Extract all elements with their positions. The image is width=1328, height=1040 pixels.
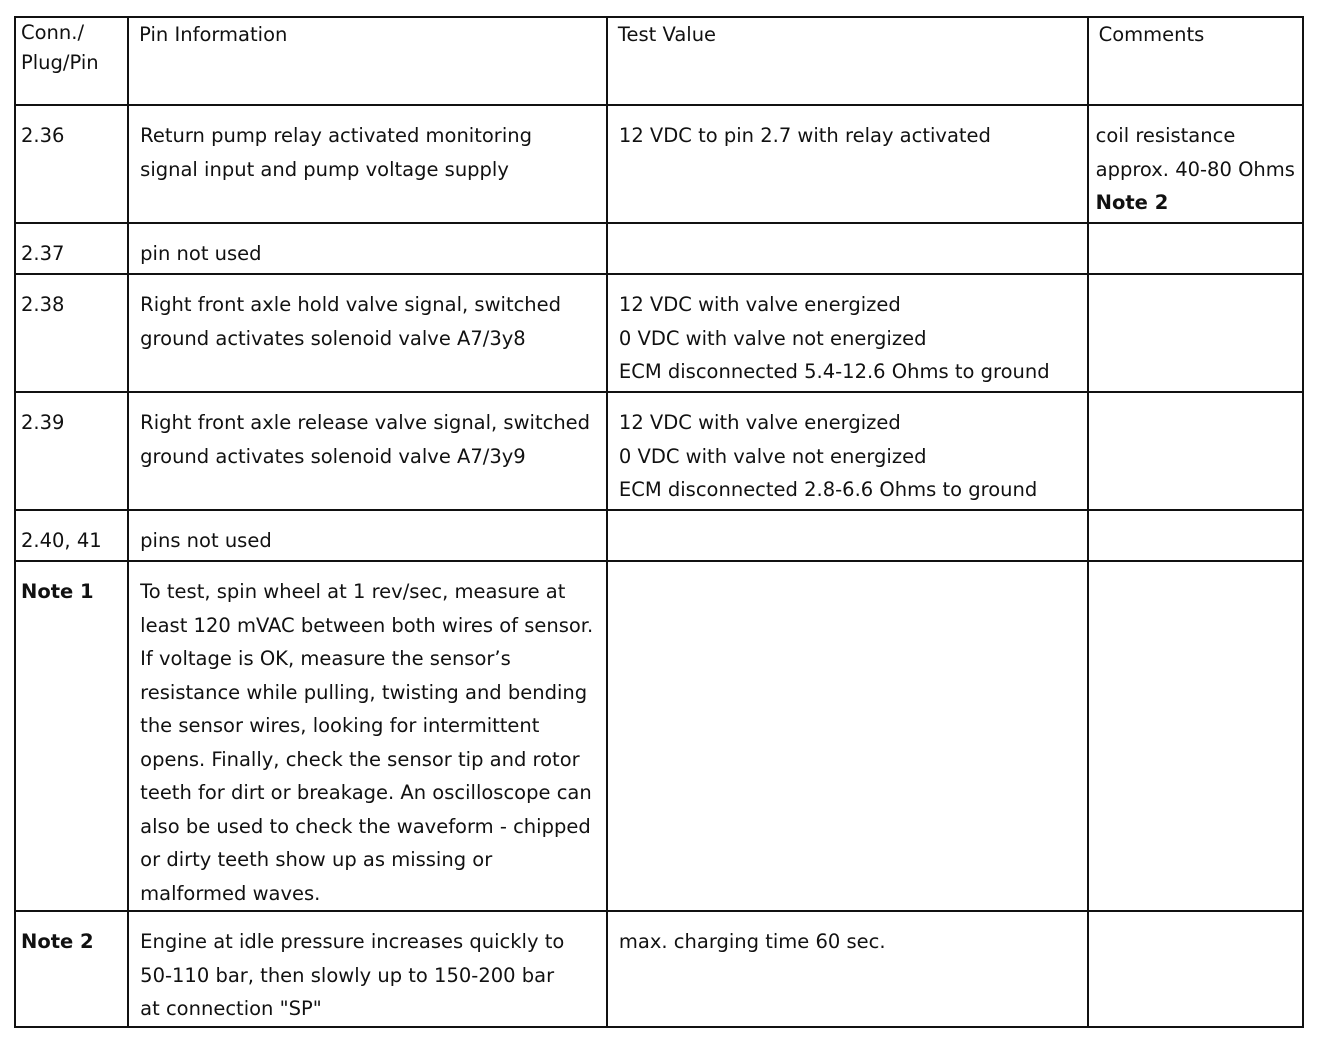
conn-cell: 2.37 — [15, 223, 128, 274]
header-conn-plug-pin — [15, 17, 128, 105]
comments-cell — [1088, 561, 1303, 911]
comments-cell — [1088, 274, 1303, 392]
conn-cell: 2.40, 41 — [15, 510, 128, 561]
test-value-cell: max. charging time 60 sec. — [607, 911, 1088, 1027]
pin-information-table — [14, 16, 1304, 1028]
conn-cell: 2.36 — [15, 105, 128, 223]
pin-info-cell: pins not used — [128, 510, 607, 561]
comments-cell — [1088, 911, 1303, 1027]
test-value-cell — [607, 223, 1088, 274]
header-test-value: Test Value — [607, 17, 1088, 105]
note-text-cell: Engine at idle pressure increases quickly to 50-110 bar, then slowly up to 150-200 bar at connection "SP" — [128, 911, 607, 1027]
comments-cell — [1088, 392, 1303, 510]
test-value-cell: 12 VDC with valve energized 0 VDC with valve not energized ECM disconnected 2.8-6.6 Ohms to ground — [607, 392, 1088, 510]
conn-cell: 2.38 — [15, 274, 128, 392]
test-value-cell: 12 VDC to pin 2.7 with relay activated — [607, 105, 1088, 223]
table-row — [15, 223, 1303, 274]
table-row — [15, 274, 1303, 392]
test-value-cell — [607, 561, 1088, 911]
pin-info-cell: Right front axle hold valve signal, switched ground activates solenoid valve A7/3y8 — [128, 274, 607, 392]
table-header-row — [15, 17, 1303, 105]
note-reference: Note 2 — [1095, 191, 1169, 214]
pin-info-cell: Right front axle release valve signal, switched ground activates solenoid valve A7/3y9 — [128, 392, 607, 510]
conn-cell: 2.39 — [15, 392, 128, 510]
note-row — [15, 561, 1303, 911]
test-value-cell — [607, 510, 1088, 561]
table-row — [15, 510, 1303, 561]
pin-info-cell: Return pump relay activated monitoring signal input and pump voltage supply — [128, 105, 607, 223]
comments-cell: coil resistance approx. 40-80 Ohms Note 2 — [1088, 105, 1303, 223]
test-value-cell: 12 VDC with valve energized 0 VDC with valve not energized ECM disconnected 5.4-12.6 Ohms to ground — [607, 274, 1088, 392]
note-row — [15, 911, 1303, 1027]
pin-info-cell: pin not used — [128, 223, 607, 274]
comments-cell — [1088, 223, 1303, 274]
header-conn-line2: Plug/Pin — [21, 51, 99, 74]
note-text-cell: To test, spin wheel at 1 rev/sec, measure at least 120 mVAC between both wires of sensor. If voltage is OK, measure the sensor’s resistance while pulling, twisting and bending the sensor wires, looking for intermittent opens. Finally, check the sensor tip and rotor teeth for dirt or breakage. An oscilloscope can also be used to check the waveform - chipped or dirty teeth show up as missing or malformed waves. — [128, 561, 607, 911]
table-row — [15, 105, 1303, 223]
table-row — [15, 392, 1303, 510]
comments-cell — [1088, 510, 1303, 561]
note-label-cell: Note 2 — [15, 911, 128, 1027]
note-label-cell: Note 1 — [15, 561, 128, 911]
header-pin-information: Pin Information — [128, 17, 607, 105]
header-conn-line1: Conn./ — [21, 21, 85, 44]
header-comments: Comments — [1088, 17, 1303, 105]
